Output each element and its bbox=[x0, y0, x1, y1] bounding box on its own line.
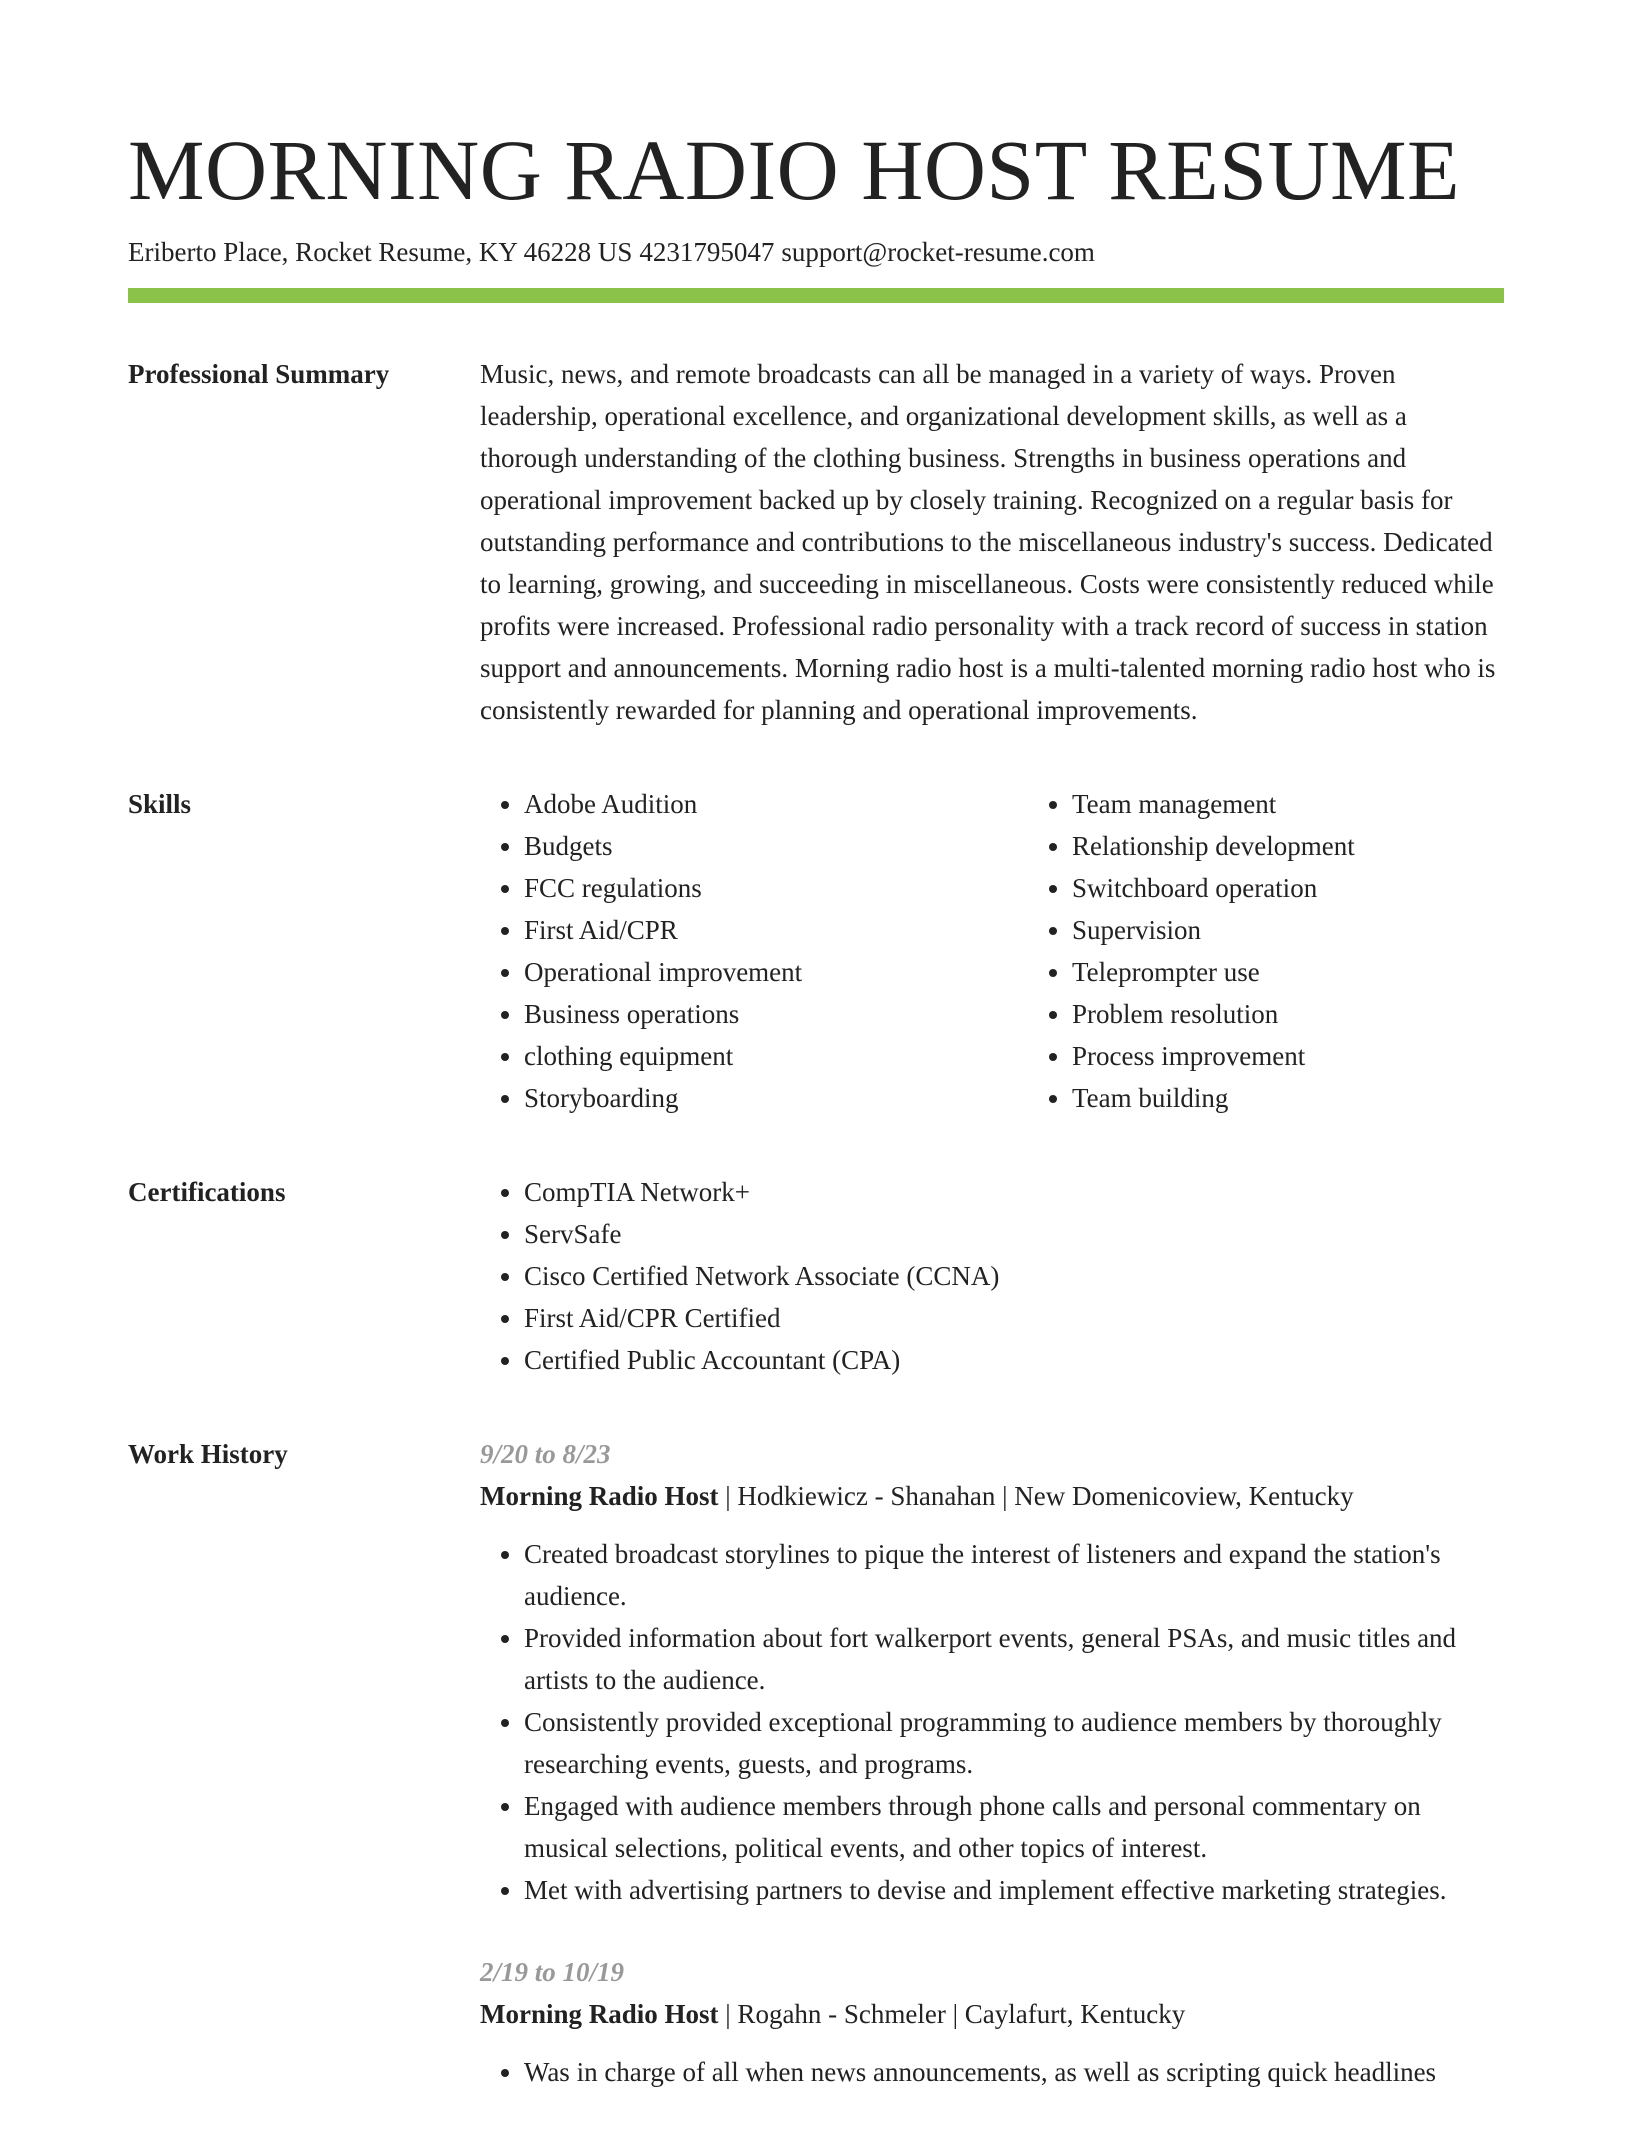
certification-item: • ServSafe bbox=[524, 1213, 1504, 1255]
job-duty: • Engaged with audience members through phone calls and personal commentary on musical selections, political events, and other topics of interest. bbox=[524, 1785, 1504, 1869]
job-duty: • Provided information about fort walkerport events, general PSAs, and music titles and artists to the audience. bbox=[524, 1617, 1504, 1701]
skill-item: • First Aid/CPR bbox=[524, 909, 984, 951]
resume-title: MORNING RADIO HOST RESUME bbox=[128, 122, 1461, 218]
skill-item: • Adobe Audition bbox=[524, 783, 984, 825]
job-duties-list bbox=[480, 1533, 1504, 1911]
job-role: Morning Radio Host bbox=[480, 1999, 719, 2029]
work-history-section bbox=[128, 1433, 1504, 2133]
job-duty: • Consistently provided exceptional programming to audience members by thoroughly researching events, guests, and programs. bbox=[524, 1701, 1504, 1785]
skill-item: • Team building bbox=[1072, 1077, 1532, 1119]
job-duty: • Met with advertising partners to devise and implement effective marketing strategies. bbox=[524, 1869, 1504, 1911]
job-duty: • Created broadcast storylines to pique the interest of listeners and expand the station's audience. bbox=[524, 1533, 1504, 1617]
job-entry bbox=[480, 1433, 1504, 1911]
header-accent-rule bbox=[128, 288, 1504, 303]
summary-label: Professional Summary bbox=[128, 359, 390, 389]
certification-item: • CompTIA Network+ bbox=[524, 1171, 1504, 1213]
skill-item: • Operational improvement bbox=[524, 951, 984, 993]
skill-item: • Team management bbox=[1072, 783, 1532, 825]
skills-section bbox=[128, 783, 1504, 1119]
job-dates: 9/20 to 8/23 bbox=[480, 1439, 611, 1469]
resume-page bbox=[128, 118, 1504, 2133]
skill-item: • Relationship development bbox=[1072, 825, 1532, 867]
certification-item: • First Aid/CPR Certified bbox=[524, 1297, 1504, 1339]
summary-text: Music, news, and remote broadcasts can all be managed in a variety of ways. Proven leadership, operational excellence, and organizational development skills, as well as a thorough understanding of the clothing business. Strengths in business operations and operational improvement backed up by closely training. Recognized on a regular basis for outstanding performance and contributions to the miscellaneous industry's success. Dedicated to learning, growing, and succeeding in miscellaneous. Costs were consistently reduced while profits were increased. Professional radio personality with a track record of success in station support and announcements. Morning radio host is a multi-talented morning radio host who is consistently rewarded for planning and operational improvements. bbox=[480, 359, 1496, 725]
skill-item: • Supervision bbox=[1072, 909, 1532, 951]
job-details: | Rogahn - Schmeler | Caylafurt, Kentucky bbox=[718, 1999, 1186, 2029]
certification-item: • Certified Public Accountant (CPA) bbox=[524, 1339, 1504, 1381]
skills-list-right bbox=[1028, 783, 1532, 1119]
job-duty: • Was in charge of all when news announcements, as well as scripting quick headlines bbox=[524, 2051, 1504, 2093]
skill-item: • clothing equipment bbox=[524, 1035, 984, 1077]
certifications-list bbox=[480, 1171, 1504, 1381]
skill-item: • Business operations bbox=[524, 993, 984, 1035]
skill-item: • Teleprompter use bbox=[1072, 951, 1532, 993]
contact-address: Eriberto Place, Rocket Resume, KY 46228 US bbox=[128, 237, 633, 267]
job-heading bbox=[480, 1993, 1504, 2035]
skills-label: Skills bbox=[128, 789, 192, 819]
job-duties-list bbox=[480, 2051, 1504, 2093]
skills-list-left bbox=[480, 783, 984, 1119]
skill-item: • Budgets bbox=[524, 825, 984, 867]
work-history-label: Work History bbox=[128, 1439, 288, 1469]
job-entry bbox=[480, 1951, 1504, 2093]
job-role: Morning Radio Host bbox=[480, 1481, 719, 1511]
job-details: | Hodkiewicz - Shanahan | New Domenicoview, Kentucky bbox=[718, 1481, 1354, 1511]
summary-section bbox=[128, 353, 1504, 731]
skill-item: • Problem resolution bbox=[1072, 993, 1532, 1035]
job-dates: 2/19 to 10/19 bbox=[480, 1957, 625, 1987]
certification-item: • Cisco Certified Network Associate (CCNA) bbox=[524, 1255, 1504, 1297]
contact-phone: 4231795047 bbox=[639, 237, 775, 267]
skill-item: • Switchboard operation bbox=[1072, 867, 1532, 909]
certifications-section bbox=[128, 1171, 1504, 1381]
skill-item: • FCC regulations bbox=[524, 867, 984, 909]
job-heading bbox=[480, 1475, 1504, 1517]
contact-email: support@rocket-resume.com bbox=[781, 237, 1095, 267]
skill-item: • Storyboarding bbox=[524, 1077, 984, 1119]
contact-line bbox=[128, 234, 1504, 270]
certifications-label: Certifications bbox=[128, 1177, 286, 1207]
skill-item: • Process improvement bbox=[1072, 1035, 1532, 1077]
